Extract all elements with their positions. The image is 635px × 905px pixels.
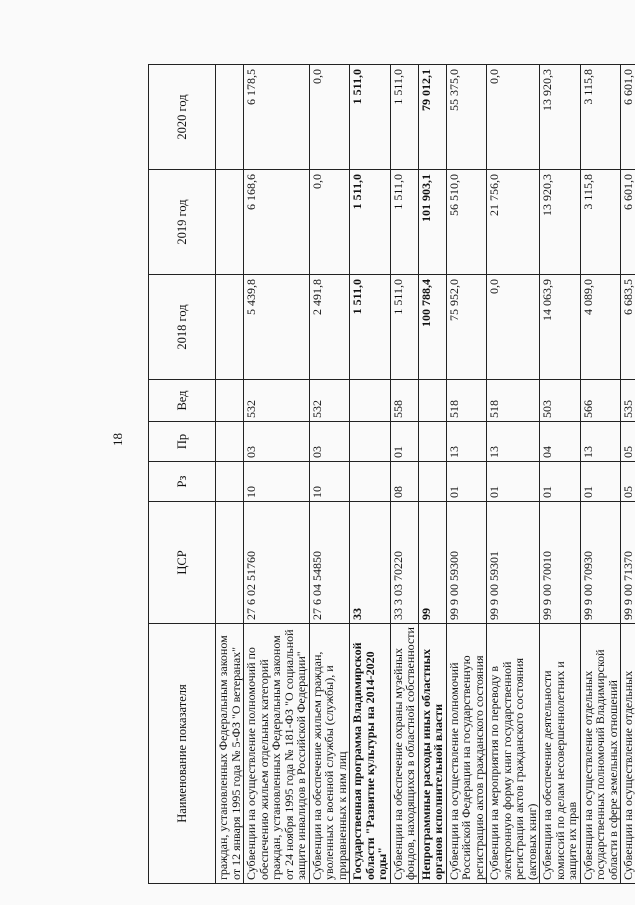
header-ved: Вед xyxy=(149,380,216,422)
cell-name: Субвенции на обеспечение жильем граждан, уволенных с военной службы (службы), и приравненных к ним лиц xyxy=(309,624,350,884)
cell-pr xyxy=(418,422,446,462)
table-row xyxy=(580,65,621,884)
cell-2020: 55 375,0 xyxy=(446,65,487,170)
cell-2019: 6 601,0 xyxy=(621,170,635,275)
cell-ved: 532 xyxy=(309,380,350,422)
cell-rz: 10 xyxy=(309,462,350,502)
table-row xyxy=(540,65,581,884)
cell-2018 xyxy=(216,275,244,380)
cell-2018: 0,0 xyxy=(487,275,540,380)
cell-ved xyxy=(350,380,391,422)
cell-name: Субвенции на осуществление полномочий Российской Федерации на государственную регистрацию актов гражданского состояния xyxy=(446,624,487,884)
cell-csr: 99 9 00 71370 xyxy=(621,502,635,624)
cell-2019: 56 510,0 xyxy=(446,170,487,275)
cell-ved xyxy=(216,380,244,422)
cell-name: граждан, установленных Федеральным законом от 12 января 1995 года № 5-ФЗ "О ветеранах" xyxy=(216,624,244,884)
cell-2020: 1 511,0 xyxy=(350,65,391,170)
budget-table xyxy=(148,64,635,884)
cell-2020: 6 601,0 xyxy=(621,65,635,170)
cell-ved: 566 xyxy=(580,380,621,422)
cell-2018: 1 511,0 xyxy=(390,275,418,380)
cell-rz: 01 xyxy=(487,462,540,502)
cell-pr: 01 xyxy=(390,422,418,462)
cell-csr: 99 9 00 70010 xyxy=(540,502,581,624)
cell-2020 xyxy=(216,65,244,170)
cell-pr: 13 xyxy=(580,422,621,462)
cell-2018: 75 952,0 xyxy=(446,275,487,380)
cell-2020: 0,0 xyxy=(487,65,540,170)
cell-ved: 535 xyxy=(621,380,635,422)
page-number: 18 xyxy=(110,433,125,446)
cell-csr: 27 6 02 51760 xyxy=(244,502,310,624)
cell-ved: 518 xyxy=(446,380,487,422)
cell-rz: 08 xyxy=(390,462,418,502)
cell-2018: 14 063,9 xyxy=(540,275,581,380)
cell-2019: 6 168,6 xyxy=(244,170,310,275)
rotated-content xyxy=(148,64,635,884)
table-header-row xyxy=(149,65,216,884)
cell-ved: 558 xyxy=(390,380,418,422)
cell-pr: 03 xyxy=(244,422,310,462)
cell-csr: 27 6 04 54850 xyxy=(309,502,350,624)
cell-ved: 518 xyxy=(487,380,540,422)
cell-pr: 05 xyxy=(621,422,635,462)
header-csr: ЦСР xyxy=(149,502,216,624)
cell-name: Непрограммные расходы иных областных органов исполнительной власти xyxy=(418,624,446,884)
cell-rz xyxy=(350,462,391,502)
cell-rz: 01 xyxy=(580,462,621,502)
cell-2019: 13 920,3 xyxy=(540,170,581,275)
table-row xyxy=(390,65,418,884)
cell-rz xyxy=(216,462,244,502)
cell-csr: 33 3 03 70220 xyxy=(390,502,418,624)
cell-2020: 3 115,8 xyxy=(580,65,621,170)
cell-rz: 10 xyxy=(244,462,310,502)
cell-rz: 05 xyxy=(621,462,635,502)
cell-2019: 21 756,0 xyxy=(487,170,540,275)
cell-ved: 503 xyxy=(540,380,581,422)
cell-pr: 03 xyxy=(309,422,350,462)
cell-pr: 13 xyxy=(487,422,540,462)
cell-csr: 99 9 00 59300 xyxy=(446,502,487,624)
cell-name: Субвенции на обеспечение деятельности комиссий по делам несовершеннолетних и защите их прав xyxy=(540,624,581,884)
cell-csr: 99 xyxy=(418,502,446,624)
cell-2018: 2 491,8 xyxy=(309,275,350,380)
table-row xyxy=(418,65,446,884)
cell-name: Субвенции на осуществление отдельных государственных полномочий Владимирской области в сфере земельных отношений xyxy=(580,624,621,884)
cell-name: Субвенции на обеспечение охраны музейных фондов, находящихся в областной собственности xyxy=(390,624,418,884)
cell-2020: 6 178,5 xyxy=(244,65,310,170)
cell-name: Субвенции на мероприятия по переводу в электронную форму книг государственной регистрации актов гражданского состояния (актовых книг) xyxy=(487,624,540,884)
cell-2018: 6 683,5 xyxy=(621,275,635,380)
table-row xyxy=(216,65,244,884)
cell-2020: 79 012,1 xyxy=(418,65,446,170)
cell-csr: 33 xyxy=(350,502,391,624)
header-2020: 2020 год xyxy=(149,65,216,170)
cell-2019: 1 511,0 xyxy=(350,170,391,275)
cell-2018: 1 511,0 xyxy=(350,275,391,380)
table-row xyxy=(446,65,487,884)
cell-2020: 0,0 xyxy=(309,65,350,170)
cell-2019: 101 903,1 xyxy=(418,170,446,275)
cell-2019: 1 511,0 xyxy=(390,170,418,275)
table-row xyxy=(350,65,391,884)
cell-rz: 01 xyxy=(540,462,581,502)
table-body xyxy=(216,65,635,884)
table-row xyxy=(621,65,635,884)
cell-name: Субвенции на осуществление полномочий по обеспечению жильем отдельных категорий граждан, установленных Федеральным законом от 24 ноября 1995 года № 181-ФЗ "О социальной защите инвалидов в Российской Федерации" xyxy=(244,624,310,884)
cell-csr xyxy=(216,502,244,624)
header-rz: Рз xyxy=(149,462,216,502)
header-pr: Пр xyxy=(149,422,216,462)
cell-2020: 1 511,0 xyxy=(390,65,418,170)
cell-pr xyxy=(216,422,244,462)
cell-2018: 5 439,8 xyxy=(244,275,310,380)
header-2019: 2019 год xyxy=(149,170,216,275)
cell-csr: 99 9 00 59301 xyxy=(487,502,540,624)
cell-csr: 99 9 00 70930 xyxy=(580,502,621,624)
header-2018: 2018 год xyxy=(149,275,216,380)
cell-pr: 04 xyxy=(540,422,581,462)
cell-2019 xyxy=(216,170,244,275)
table-row xyxy=(309,65,350,884)
cell-2020: 13 920,3 xyxy=(540,65,581,170)
cell-ved: 532 xyxy=(244,380,310,422)
cell-name: Государственная программа Владимирской области "Развитие культуры на 2014-2020 годы" xyxy=(350,624,391,884)
cell-2018: 100 788,4 xyxy=(418,275,446,380)
header-name: Наименование показателя xyxy=(149,624,216,884)
cell-rz: 01 xyxy=(446,462,487,502)
cell-pr: 13 xyxy=(446,422,487,462)
cell-2019: 3 115,8 xyxy=(580,170,621,275)
cell-2018: 4 089,0 xyxy=(580,275,621,380)
table-row xyxy=(244,65,310,884)
cell-ved xyxy=(418,380,446,422)
cell-name: Субвенции на осуществление отдельных xyxy=(621,624,635,884)
cell-rz xyxy=(418,462,446,502)
cell-pr xyxy=(350,422,391,462)
table-row xyxy=(487,65,540,884)
cell-2019: 0,0 xyxy=(309,170,350,275)
